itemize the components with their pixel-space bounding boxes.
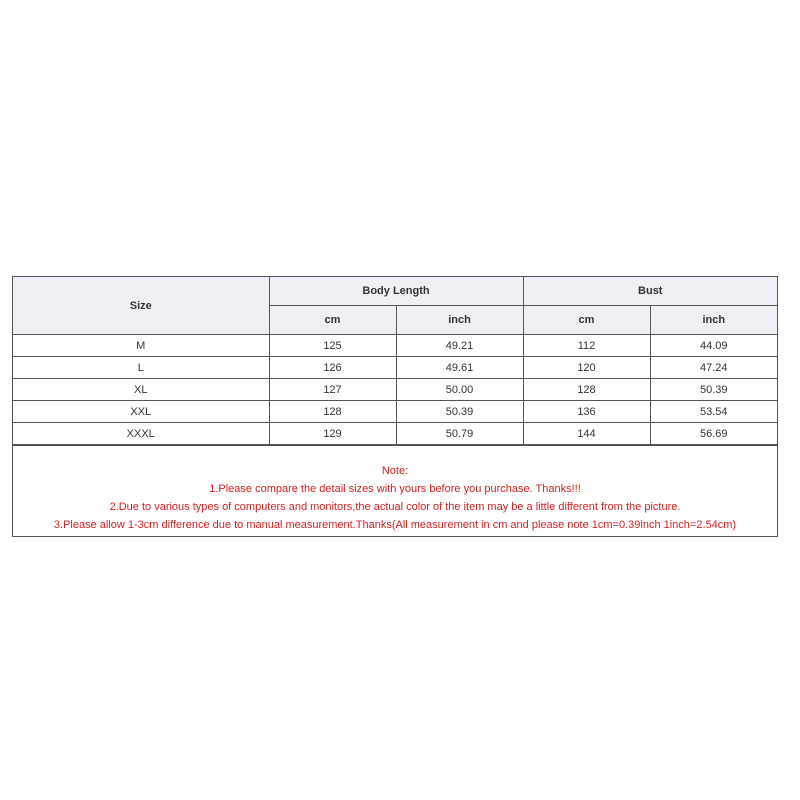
- bust-cm-cell: 144: [523, 423, 650, 445]
- table-body: [13, 335, 777, 445]
- bust-inch-cell: 44.09: [650, 335, 777, 357]
- bust-inch-cell: 56.69: [650, 423, 777, 445]
- body-length-header: Body Length: [269, 277, 523, 306]
- table-row: [13, 335, 777, 357]
- bust-cm-header: cm: [523, 306, 650, 335]
- size-cell: XXL: [13, 401, 269, 423]
- note-line: 1.Please compare the detail sizes with yours before you purchase. Thanks!!!: [209, 483, 581, 495]
- notes-title: Note:: [381, 465, 409, 477]
- body-length-cm-cell: 129: [269, 423, 396, 445]
- bust-inch-cell: 53.54: [650, 401, 777, 423]
- note-line: 2.Due to various types of computers and monitors,the actual color of the item may be a little different from the picture.: [109, 501, 681, 513]
- bust-cm-cell: 120: [523, 357, 650, 379]
- size-chart: [12, 276, 778, 537]
- bust-header: Bust: [523, 277, 777, 306]
- notes-section: [13, 445, 777, 536]
- bust-inch-cell: 47.24: [650, 357, 777, 379]
- bust-cm-cell: 112: [523, 335, 650, 357]
- body-length-inch-cell: 49.21: [396, 335, 523, 357]
- table-row: [13, 401, 777, 423]
- table-row: [13, 423, 777, 445]
- bust-inch-header: inch: [650, 306, 777, 335]
- bust-cm-cell: 128: [523, 379, 650, 401]
- body-length-inch-cell: 50.39: [396, 401, 523, 423]
- size-header: Size: [13, 277, 269, 335]
- size-cell: L: [13, 357, 269, 379]
- body-length-cm-header: cm: [269, 306, 396, 335]
- body-length-inch-cell: 49.61: [396, 357, 523, 379]
- body-length-cm-cell: 126: [269, 357, 396, 379]
- body-length-inch-cell: 50.79: [396, 423, 523, 445]
- size-table: [13, 277, 777, 445]
- body-length-inch-header: inch: [396, 306, 523, 335]
- table-row: [13, 379, 777, 401]
- size-cell: XL: [13, 379, 269, 401]
- bust-inch-cell: 50.39: [650, 379, 777, 401]
- body-length-cm-cell: 128: [269, 401, 396, 423]
- body-length-cm-cell: 127: [269, 379, 396, 401]
- table-header: [13, 277, 777, 335]
- header-group-row: [13, 277, 777, 306]
- table-row: [13, 357, 777, 379]
- body-length-inch-cell: 50.00: [396, 379, 523, 401]
- size-cell: M: [13, 335, 269, 357]
- note-line: 3.Please allow 1-3cm difference due to manual measurement.Thanks(All measurement in cm and please note 1cm=0.39inch 1inch=2.54cm): [53, 519, 737, 531]
- bust-cm-cell: 136: [523, 401, 650, 423]
- body-length-cm-cell: 125: [269, 335, 396, 357]
- size-cell: XXXL: [13, 423, 269, 445]
